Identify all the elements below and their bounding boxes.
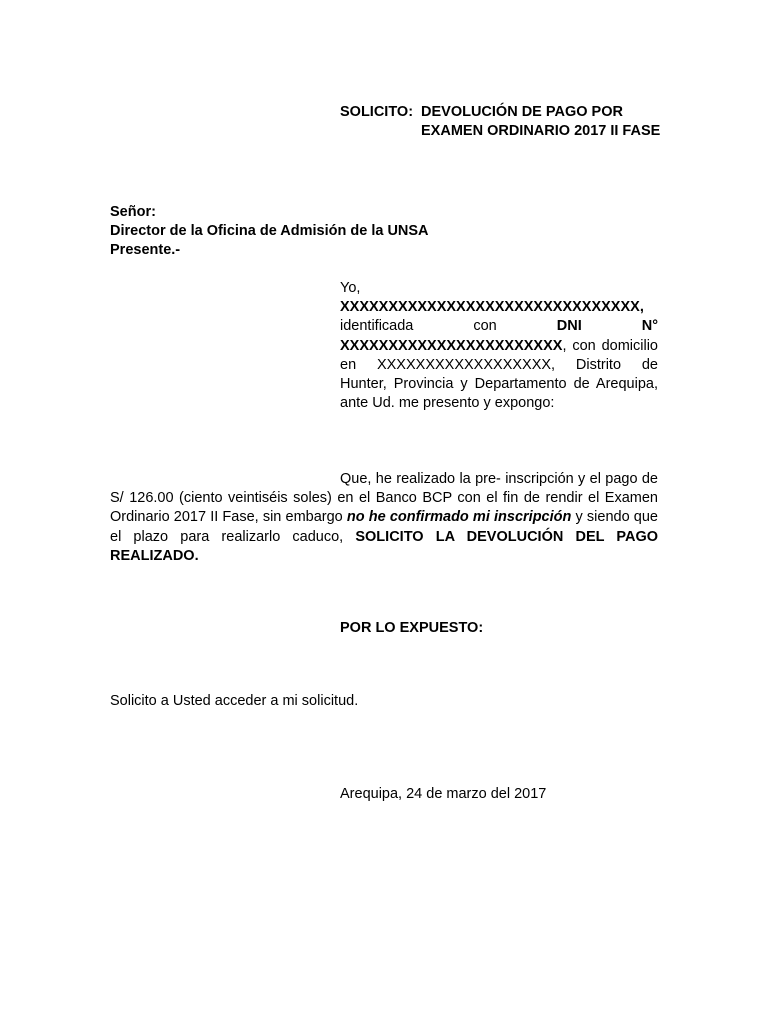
dni-number: XXXXXXXXXXXXXXXXXXXXXXX <box>340 337 563 354</box>
request-line: Solicito a Usted acceder a mi solicitud. <box>110 693 359 709</box>
applicant-name: XXXXXXXXXXXXXXXXXXXXXXXXXXXXXXX, <box>340 299 644 316</box>
place-date: Arequipa, 24 de marzo del 2017 <box>340 786 547 802</box>
identified-text: identificada con <box>340 318 557 335</box>
body-part2: y siendo que el plazo para realizarlo caduco, <box>110 509 658 545</box>
domicile-text: , con domicilio en XXXXXXXXXXXXXXXXXX, Distrito de Hunter, Provincia y Departamento de Arequipa, ante Ud. me presento y expongo: <box>340 337 658 412</box>
body-conclusion: SOLICITO LA DEVOLUCIÓN DEL PAGO REALIZADO. <box>110 528 658 564</box>
recipient: Director de la Oficina de Admisión de la UNSA <box>110 223 429 239</box>
body-part1: Que, he realizado la pre- inscripción y el pago de S/ 126.00 (ciento veintiséis soles) en el Banco BCP con el fin de rendir el Examen Ordinario 2017 II Fase, sin embargo <box>110 471 658 526</box>
dni-label: DNI N° <box>556 318 658 335</box>
subject-block <box>340 103 670 141</box>
body-paragraph <box>110 470 658 566</box>
intro-yo: Yo, <box>340 280 361 296</box>
body-emphasis: no he confirmado mi inscripción <box>346 509 572 526</box>
closing-heading: POR LO EXPUESTO: <box>340 620 484 636</box>
intro-paragraph <box>340 279 658 413</box>
salutation: Señor: <box>110 204 156 220</box>
addressee-block <box>110 203 530 260</box>
presente: Presente.- <box>110 242 181 258</box>
subject-label: SOLICITO: <box>340 104 414 120</box>
subject-text: DEVOLUCIÓN DE PAGO POR EXAMEN ORDINARIO 2017 II FASE <box>421 104 661 139</box>
